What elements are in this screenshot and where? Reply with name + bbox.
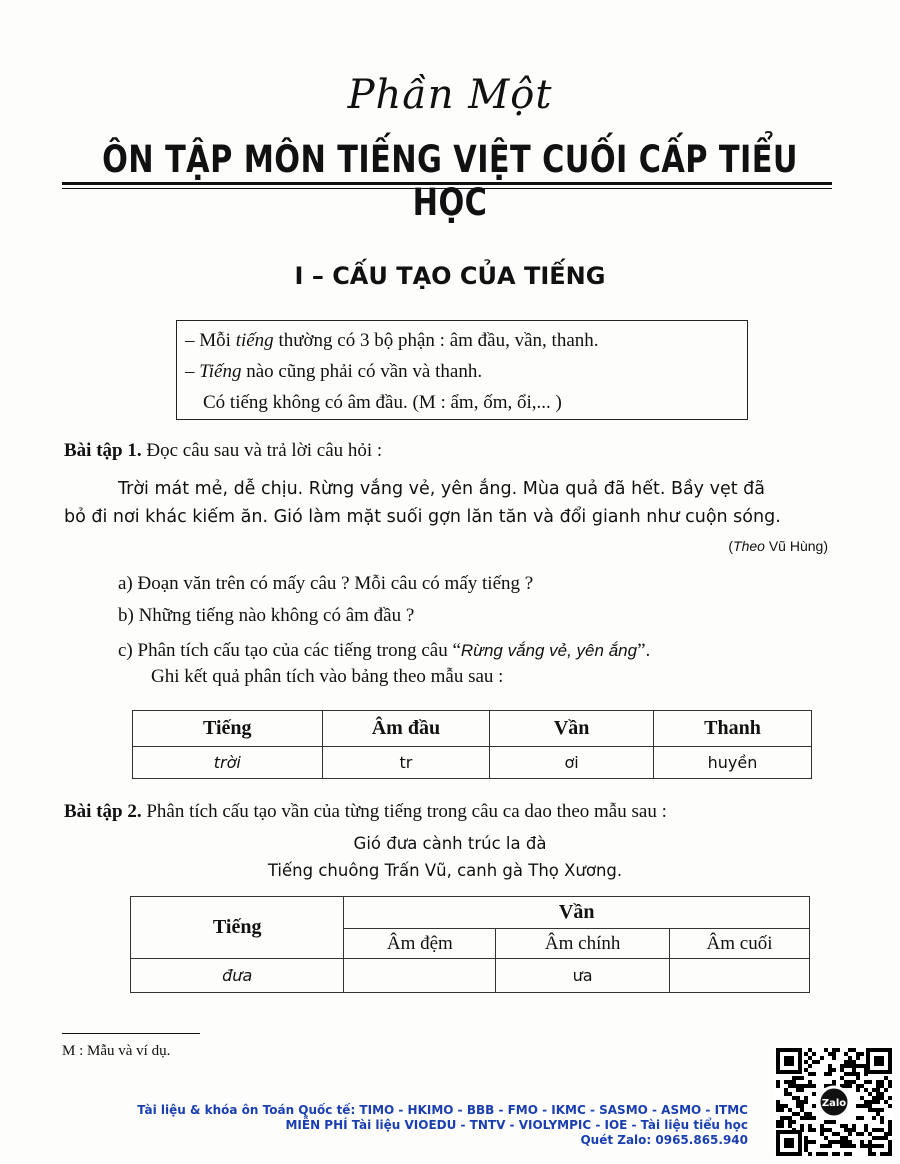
table1-cell-tieng: trời (133, 747, 323, 779)
zalo-qr-code[interactable] (774, 1046, 894, 1158)
table2-sub-am-cuoi: Âm cuối (670, 929, 810, 959)
verse-line-2: Tiếng chuông Trấn Vũ, canh gà Thọ Xương. (267, 861, 623, 880)
note-line-3: Có tiếng không có âm đầu. (M : ẩm, ốm, ổi,... ) (203, 392, 562, 413)
promo-line-3[interactable]: Quét Zalo: 0965.865.940 (580, 1133, 748, 1147)
qr-code-icon (774, 1046, 894, 1158)
table1-header-van: Vần (490, 711, 654, 747)
exercise-1-heading: Bài tập 1. Đọc câu sau và trả lời câu hỏi : (64, 440, 383, 461)
table1-cell-am-dau: tr (322, 747, 490, 779)
table2-header-van: Vần (344, 897, 810, 929)
table1-header-tieng: Tiếng (133, 711, 323, 747)
question-b: b) Những tiếng nào không có âm đầu ? (118, 605, 415, 626)
promo-line-2[interactable]: MIỄN PHÍ Tài liệu VIOEDU - TNTV - VIOLYMPIC - IOE - Tài liệu tiểu học (285, 1118, 748, 1132)
promo-line-1[interactable]: Tài liệu & khóa ôn Toán Quốc tế: TIMO - HKIMO - BBB - FMO - IKMC - SASMO - ASMO - ITMC (137, 1103, 748, 1117)
rule-note-box (176, 320, 748, 420)
passage-source: (Theo Vũ Hùng) (728, 538, 828, 554)
exercise-1-passage-line-1: Trời mát mẻ, dễ chịu. Rừng vắng vẻ, yên ắng. Mùa quả đã hết. Bầy vẹt đã (118, 479, 765, 499)
qr-logo-text: Zalo (821, 1098, 847, 1109)
title-rule-thick (62, 182, 832, 185)
table2-sub-am-chinh: Âm chính (496, 929, 670, 959)
footnote: M : Mẫu và ví dụ. (62, 1043, 171, 1059)
question-c-instruction: Ghi kết quả phân tích vào bảng theo mẫu sau : (151, 666, 504, 687)
table1-cell-thanh: huyền (653, 747, 811, 779)
table2-cell-am-dem (344, 959, 496, 993)
table2-cell-tieng: đưa (131, 959, 344, 993)
footnote-divider (62, 1033, 200, 1034)
table1-cell-van: ơi (490, 747, 654, 779)
page-title: ÔN TẬP MÔN TIẾNG VIỆT CUỐI CẤP TIỂU HỌC (102, 138, 798, 224)
section-title: I – CẤU TẠO CỦA TIẾNG (294, 262, 606, 290)
table2-sub-am-dem: Âm đệm (344, 929, 496, 959)
title-rule-thin (62, 188, 832, 189)
part-heading: Phần Một (347, 72, 553, 118)
verse-line-1: Gió đưa cành trúc la đà (353, 834, 547, 853)
question-a: a) Đoạn văn trên có mấy câu ? Mỗi câu có mấy tiếng ? (118, 573, 534, 594)
table2-header-tieng: Tiếng (131, 897, 344, 959)
note-line-2: – Tiếng nào cũng phải có vần và thanh. (185, 361, 483, 382)
table1-header-am-dau: Âm đầu (322, 711, 490, 747)
analysis-table-1 (132, 710, 812, 779)
table2-cell-am-cuoi (670, 959, 810, 993)
analysis-table-2 (130, 896, 810, 993)
exercise-1-passage-line-2: bỏ đi nơi khác kiếm ăn. Gió làm mặt suối gợn lăn tăn và đổi gianh như cuộn sóng. (64, 507, 781, 527)
note-line-1: – Mỗi tiếng thường có 3 bộ phận : âm đầu, vần, thanh. (185, 330, 599, 351)
promo-footer (137, 1103, 748, 1148)
table2-cell-am-chinh: ưa (496, 959, 670, 993)
table1-header-thanh: Thanh (653, 711, 811, 747)
exercise-2-heading: Bài tập 2. Phân tích cấu tạo vần của từng tiếng trong câu ca dao theo mẫu sau : (64, 801, 667, 822)
question-c: c) Phân tích cấu tạo của các tiếng trong câu “Rừng vắng vẻ, yên ắng”. (118, 640, 651, 661)
